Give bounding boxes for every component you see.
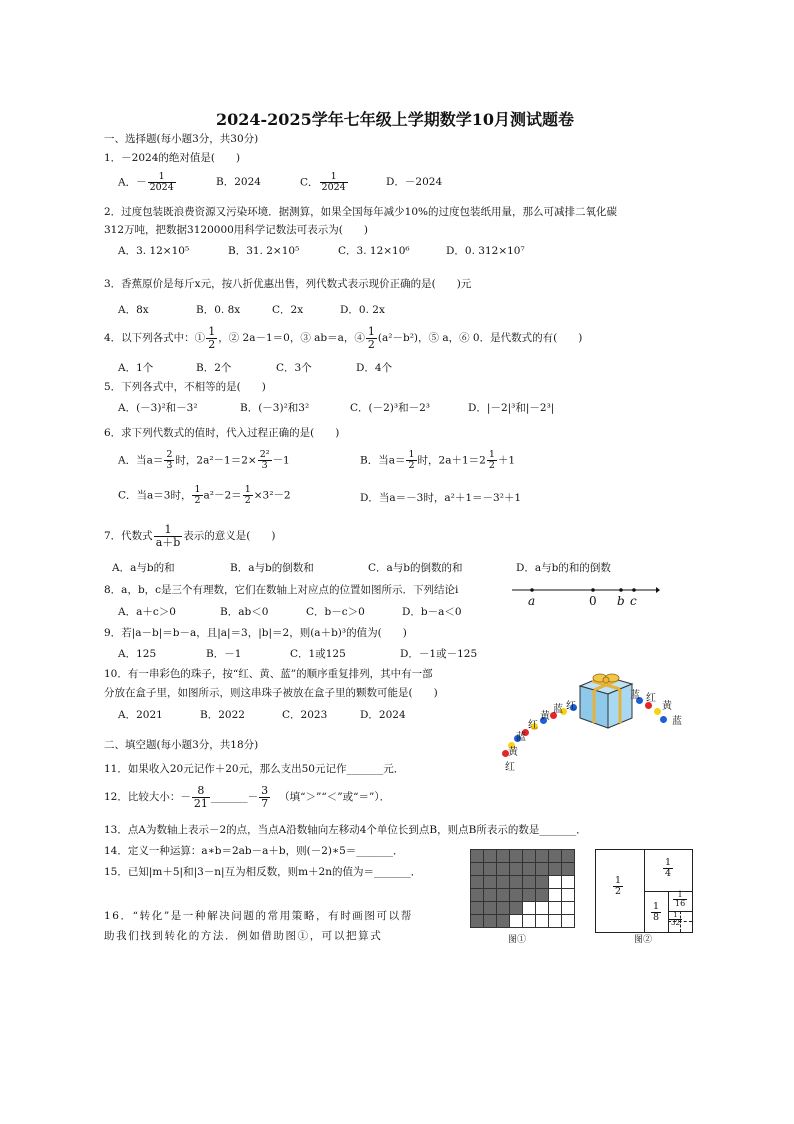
- figure-2-square: [595, 849, 693, 933]
- q2-option-c: C．3. 12×10⁶: [338, 245, 410, 257]
- q8-option-d: D．b－a＜0: [402, 606, 462, 618]
- q10-stem-line1: 10．有一串彩色的珠子，按“红、黄、蓝”的顺序重复排列，其中有一部: [104, 668, 433, 680]
- q2-stem-line2: 312万吨，把数据3120000用科学记数法可表示为( ): [104, 224, 368, 236]
- q8-option-c: C．b－c＞0: [306, 606, 365, 618]
- q10-option-a: A．2021: [118, 709, 163, 721]
- fig2-label-half: $\frac{1}{2}$: [615, 875, 622, 897]
- bead-label: 红: [528, 720, 538, 731]
- q6-option-a: A．当a＝ $\frac{2}{3}$ 时，2a²－1＝2× $\frac{\text{2²}}{3}$ －1: [118, 449, 290, 471]
- q6-option-d: D．当a＝－3时，a²＋1＝－3²＋1: [360, 492, 522, 504]
- q16-line2: 助我们找到转化的方法．例如借助图①，可以把算式: [104, 930, 383, 942]
- q4-option-b: B．2个: [196, 362, 232, 374]
- q16-line1: 16．“转化”是一种解决问题的常用策略，有时画图可以帮: [104, 910, 413, 922]
- bead-label: 蓝: [672, 716, 682, 727]
- number-line-label-0: 0: [589, 594, 597, 608]
- point-b: [619, 588, 623, 592]
- page-title: 2024-2025学年七年级上学期数学10月测试题卷: [216, 110, 574, 129]
- q5-option-d: D．|－2|³和|－2³|: [468, 402, 555, 414]
- q13: 13．点A为数轴上表示－2的点，当点A沿数轴向左移动4个单位长到点B，则点B所表示的数是_______．: [104, 824, 587, 836]
- q7-option-c: C．a与b的倒数的和: [368, 562, 463, 574]
- fig2-label-quarter: $\frac{1}{4}$: [665, 857, 672, 879]
- q5-option-b: B．(－3)²和3²: [240, 402, 310, 414]
- q1-option-d: D．－2024: [386, 176, 443, 188]
- q7-option-a: A．a与b的和: [112, 562, 175, 574]
- q6-option-b: B．当a＝ $\frac{1}{2}$ 时，2a＋1＝2 $\frac{1}{2}$ ＋1: [360, 449, 516, 471]
- q1-option-a: A．－ $\frac{1}{2024}$: [118, 171, 174, 193]
- q5-option-a: A．(－3)²和－3²: [118, 402, 198, 414]
- bead-label: 红: [646, 693, 656, 704]
- q3-stem: 3．香蕉原价是每斤x元，按八折优惠出售，列代数式表示现价正确的是( )元: [104, 278, 472, 290]
- q3-option-a: A．8x: [118, 304, 149, 316]
- q12: 12．比较大小：－ $\frac{8}{21}$ _______－ $\frac{3}{7}$ （填“＞”“＜”或“＝”）．: [104, 784, 391, 810]
- q7-option-d: D．a与b的和的倒数: [516, 562, 611, 574]
- number-line-label-a: a: [528, 594, 536, 608]
- q1-option-b: B．2024: [216, 176, 261, 188]
- q15: 15．已知|m＋5|和|3－n|互为相反数，则m＋2n的值为＝_______．: [104, 866, 422, 878]
- q8-option-a: A．a＋c＞0: [118, 606, 176, 618]
- q7-stem: 7．代数式 $\frac{1}{a+b}$ 表示的意义是( ): [104, 523, 276, 549]
- bead-yellow: [654, 708, 661, 715]
- figure-1-caption: 图①: [508, 935, 527, 945]
- fig2-label-eighth: $\frac{1}{8}$: [653, 901, 660, 923]
- bead-label: 蓝: [516, 732, 526, 743]
- bead-label: 蓝: [630, 690, 640, 701]
- point-0: [591, 588, 595, 592]
- bead-label: 黄: [540, 711, 550, 722]
- q3-option-c: C．2x: [272, 304, 304, 316]
- q9-stem: 9．若|a－b|＝b－a，且|a|＝3，|b|＝2，则(a＋b)³的值为( ): [104, 627, 407, 639]
- q5-option-c: C．(－2)³和－2³: [350, 402, 431, 414]
- q6-option-c: C．当a＝3时， $\frac{1}{2}$ a²－2＝ $\frac{1}{2}$ ×3²－2: [118, 484, 291, 506]
- q1-option-c: C． $\frac{1}{2024}$: [300, 171, 346, 193]
- q10-stem-line2: 分放在盒子里，如图所示，则这串珠子被放在盒子里的颗数可能是( ): [104, 687, 438, 699]
- figure-1-grid: [470, 849, 575, 928]
- q3-option-d: D．0. 2x: [340, 304, 385, 316]
- fig2-label-thirtysecond: $\frac{1}{32}$: [671, 911, 680, 928]
- q9-option-d: D．－1或－125: [400, 648, 478, 660]
- section-2-heading: 二、填空题(每小题3分，共18分): [104, 739, 259, 751]
- bead-label: 蓝: [553, 704, 563, 715]
- q10-option-d: D．2024: [360, 709, 406, 721]
- number-line-label-b: b: [617, 594, 625, 608]
- q9-option-b: B．－1: [206, 648, 242, 660]
- fig2-label-sixteenth: $\frac{1}{16}$: [675, 890, 686, 909]
- q4-option-c: C．3个: [276, 362, 312, 374]
- q4-option-a: A．1个: [118, 362, 154, 374]
- figure-2-caption: 图②: [634, 935, 653, 945]
- point-a: [530, 588, 534, 592]
- q9-option-c: C．1或125: [290, 648, 346, 660]
- q7-option-b: B．a与b的倒数和: [230, 562, 314, 574]
- q2-option-a: A．3. 12×10⁵: [118, 245, 190, 257]
- q4-option-d: D．4个: [356, 362, 393, 374]
- q14: 14．定义一种运算：a∗b＝2ab－a＋b，则(－2)∗5＝_______．: [104, 845, 404, 857]
- section-1-heading: 一、选择题(每小题3分，共30分): [104, 133, 259, 145]
- bead-label: 黄: [662, 701, 672, 712]
- q8-option-b: B．ab＜0: [220, 606, 269, 618]
- point-c: [632, 588, 636, 592]
- q2-option-d: D．0. 312×10⁷: [446, 245, 525, 257]
- q3-option-b: B．0. 8x: [196, 304, 241, 316]
- gift-box-illustration: [574, 668, 636, 732]
- bead-blue: [660, 716, 667, 723]
- bead-label: 红: [566, 701, 576, 712]
- q6-stem: 6．求下列代数式的值时，代入过程正确的是( ): [104, 427, 340, 439]
- q10-option-c: C．2023: [282, 709, 328, 721]
- q8-stem: 8．a，b，c是三个有理数，它们在数轴上对应点的位置如图所示．下列结论i: [104, 584, 459, 596]
- bead-label: 黄: [508, 747, 518, 758]
- q1-stem: 1．－2024的绝对值是( ): [104, 152, 241, 164]
- q11: 11．如果收入20元记作＋20元，那么支出50元记作_______元．: [104, 763, 405, 775]
- bead-label: 红: [505, 762, 515, 773]
- q2-option-b: B．31. 2×10⁵: [228, 245, 300, 257]
- q5-stem: 5．下列各式中，不相等的是( ): [104, 381, 266, 393]
- q9-option-a: A．125: [118, 648, 157, 660]
- q2-stem-line1: 2．过度包装既浪费资源又污染环境．据测算，如果全国每年减少10%的过度包装纸用量，那么可减排二氧化碳: [104, 206, 618, 218]
- q10-option-b: B．2022: [200, 709, 245, 721]
- q4-stem: 4．以下列各式中：① $\frac{1}{2}$ ，② 2a－1＝0，③ ab＝a，④ $\frac{1}{2}$ (a²－b²)，⑤ a，⑥ 0．是代数式的有( ): [104, 325, 583, 351]
- number-line-label-c: c: [630, 594, 637, 608]
